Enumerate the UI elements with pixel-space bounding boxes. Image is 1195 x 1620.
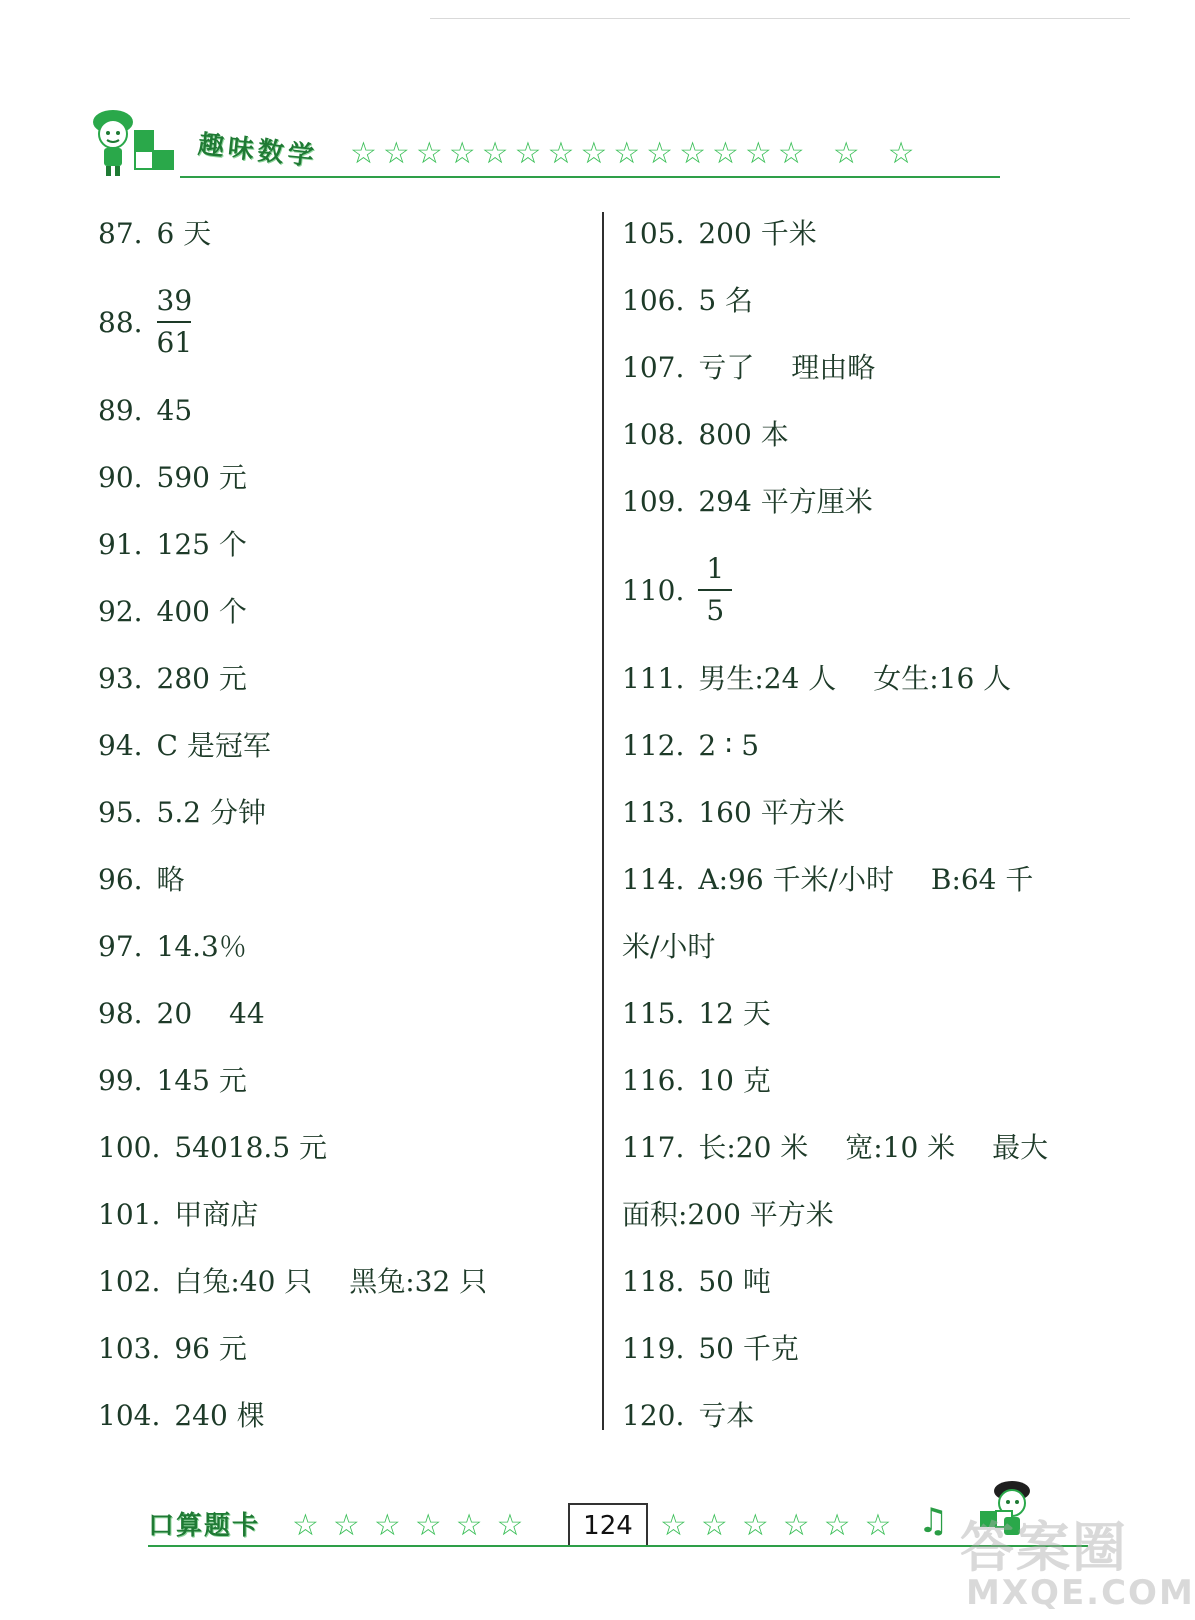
item-answer: 5 名 <box>698 284 754 317</box>
fraction <box>157 283 193 361</box>
item-answer: 面积:200 平方米 <box>622 1198 834 1231</box>
header-star-row <box>350 136 970 172</box>
answer-item <box>98 645 578 712</box>
item-number: 102. <box>98 1265 161 1298</box>
item-answer: 294 平方厘米 <box>698 485 873 518</box>
star-icon: ☆ <box>744 136 772 171</box>
star-icon: ☆ <box>455 1508 483 1543</box>
answer-item <box>622 1047 1122 1114</box>
star-icon: ☆ <box>382 136 410 171</box>
watermark-url: MXQE.COM <box>966 1573 1195 1613</box>
answer-item <box>98 1047 578 1114</box>
watermark-text: 答案圈 <box>960 1516 1128 1579</box>
page-header <box>78 100 998 180</box>
header-title: 趣味数学 <box>196 129 319 173</box>
fraction <box>698 551 732 629</box>
answer-item <box>98 1315 578 1382</box>
answer-item <box>98 1181 578 1248</box>
item-answer: 长:20 米 宽:10 米 最大 <box>698 1131 1049 1164</box>
item-number: 88. <box>98 305 143 339</box>
answer-item <box>98 267 578 377</box>
item-number: 120. <box>622 1399 685 1432</box>
item-number: 94. <box>98 729 143 762</box>
item-answer: 200 千米 <box>698 217 817 250</box>
answers-left-column <box>98 200 578 1449</box>
item-number: 89. <box>98 394 143 427</box>
answer-item <box>98 1114 578 1181</box>
answer-item <box>98 913 578 980</box>
item-number: 98. <box>98 997 143 1030</box>
music-note-icon: ♫ <box>918 1501 949 1541</box>
star-icon: ☆ <box>332 1508 360 1543</box>
item-number: 97. <box>98 930 143 963</box>
item-answer: 6 天 <box>156 217 212 250</box>
item-answer: 2 ∶ 5 <box>698 729 760 762</box>
star-icon: ☆ <box>700 1508 728 1543</box>
star-icon: ☆ <box>823 1508 851 1543</box>
answer-item <box>98 1248 578 1315</box>
answer-item <box>622 334 1122 401</box>
star-icon: ☆ <box>679 136 706 171</box>
item-number: 114. <box>622 863 685 896</box>
item-number: 110. <box>622 573 685 607</box>
item-number: 117. <box>622 1131 685 1164</box>
answer-item <box>622 1181 1122 1248</box>
green-square-decoration <box>134 150 154 170</box>
answer-item <box>98 578 578 645</box>
fraction-denominator: 61 <box>156 326 193 359</box>
answer-item <box>622 980 1122 1047</box>
item-answer: 590 元 <box>156 461 247 494</box>
item-number: 93. <box>98 662 143 695</box>
item-answer: 甲商店 <box>174 1198 259 1231</box>
star-icon: ☆ <box>415 136 443 171</box>
item-answer: 145 元 <box>156 1064 247 1097</box>
item-number: 92. <box>98 595 143 628</box>
item-number: 109. <box>622 485 685 518</box>
item-answer: 亏了 理由略 <box>698 351 876 384</box>
item-answer: 125 个 <box>156 528 247 561</box>
item-answer: 54018.5 元 <box>174 1131 328 1164</box>
item-answer: 亏本 <box>698 1399 755 1432</box>
fraction-numerator: 1 <box>706 552 725 585</box>
answer-item <box>622 401 1122 468</box>
item-number: 96. <box>98 863 143 896</box>
star-icon: ☆ <box>782 1508 810 1543</box>
answer-item <box>98 444 578 511</box>
green-square-decoration <box>154 150 174 170</box>
star-icon: ☆ <box>448 136 476 171</box>
answer-item <box>98 980 578 1047</box>
item-answer: 20 44 <box>156 997 265 1030</box>
item-number: 105. <box>622 217 685 250</box>
star-icon: ☆ <box>496 1508 524 1543</box>
fraction-denominator: 5 <box>706 594 725 627</box>
item-answer: 400 个 <box>156 595 247 628</box>
item-answer: 240 棵 <box>174 1399 265 1432</box>
item-number: 115. <box>622 997 685 1030</box>
star-icon: ☆ <box>514 136 542 171</box>
answer-item <box>622 846 1122 913</box>
footer-title: 口算题卡 <box>148 1511 261 1541</box>
item-number: 108. <box>622 418 685 451</box>
star-icon: ☆ <box>741 1508 769 1543</box>
answer-item <box>622 200 1122 267</box>
item-number: 99. <box>98 1064 143 1097</box>
item-number: 118. <box>622 1265 685 1298</box>
item-number: 106. <box>622 284 685 317</box>
answer-item <box>622 1248 1122 1315</box>
fraction-bar <box>698 589 732 591</box>
item-answer: 50 千克 <box>698 1332 799 1365</box>
star-icon: ☆ <box>777 136 805 171</box>
star-icon: ☆ <box>646 136 674 171</box>
item-answer: 50 吨 <box>698 1265 771 1298</box>
answer-item <box>98 1382 578 1449</box>
item-answer: 800 本 <box>698 418 789 451</box>
item-answer: A:96 千米/小时 B:64 千 <box>698 863 1034 896</box>
answers-right-column <box>622 200 1122 1449</box>
item-answer: 45 <box>156 394 193 427</box>
star-icon: ☆ <box>711 136 739 171</box>
answer-item <box>622 1382 1122 1449</box>
answer-item <box>622 468 1122 535</box>
item-answer: 5.2 分钟 <box>156 796 266 829</box>
star-icon: ☆ <box>481 136 509 171</box>
item-answer: 12 天 <box>698 997 771 1030</box>
answer-item <box>622 1315 1122 1382</box>
page-number: 124 <box>568 1503 648 1545</box>
answer-item <box>98 712 578 779</box>
item-answer: 96 元 <box>174 1332 247 1365</box>
answer-item <box>622 535 1122 645</box>
star-icon: ☆ <box>660 1508 687 1543</box>
watermark <box>960 1505 1195 1615</box>
item-number: 116. <box>622 1064 685 1097</box>
answer-item <box>98 779 578 846</box>
item-number: 95. <box>98 796 143 829</box>
item-number: 104. <box>98 1399 161 1432</box>
item-answer: 280 元 <box>156 662 247 695</box>
star-icon: ☆ <box>292 1508 319 1543</box>
header-rule <box>180 176 1000 178</box>
scan-artifact-line <box>430 18 1130 19</box>
item-number: 91. <box>98 528 143 561</box>
green-square-decoration <box>134 130 154 150</box>
item-answer: 10 克 <box>698 1064 771 1097</box>
star-icon: ☆ <box>613 136 641 171</box>
footer-star-row-right <box>660 1509 891 1543</box>
footer-star-row-left <box>292 1509 523 1543</box>
item-number: 103. <box>98 1332 161 1365</box>
item-answer: 男生:24 人 女生:16 人 <box>698 662 1012 695</box>
item-number: 112. <box>622 729 685 762</box>
item-answer: 白兔:40 只 黑兔:32 只 <box>174 1265 488 1298</box>
star-icon: ☆ <box>350 136 377 171</box>
answer-item <box>98 846 578 913</box>
item-number: 113. <box>622 796 685 829</box>
item-number: 107. <box>622 351 685 384</box>
fraction-numerator: 39 <box>156 284 193 317</box>
item-answer: 米/小时 <box>622 930 716 963</box>
item-answer: 160 平方米 <box>698 796 845 829</box>
answer-item <box>622 1114 1122 1181</box>
star-icon: ☆ <box>547 136 575 171</box>
fraction-bar <box>157 321 191 323</box>
item-number: 100. <box>98 1131 161 1164</box>
column-divider <box>602 212 604 1430</box>
item-answer: 略 <box>156 863 185 896</box>
star-icon: ☆ <box>414 1508 442 1543</box>
item-number: 87. <box>98 217 143 250</box>
answer-item <box>622 645 1122 712</box>
item-number: 111. <box>622 662 685 695</box>
item-number: 101. <box>98 1198 161 1231</box>
item-number: 119. <box>622 1332 685 1365</box>
answer-item <box>98 377 578 444</box>
item-answer: 14.3％ <box>156 930 247 963</box>
answer-item <box>98 511 578 578</box>
answer-item <box>622 779 1122 846</box>
star-icon: ☆ <box>832 136 860 171</box>
answer-item <box>622 267 1122 334</box>
answer-item <box>622 712 1122 779</box>
star-icon: ☆ <box>373 1508 401 1543</box>
answer-item <box>622 913 1122 980</box>
item-answer: C 是冠军 <box>156 729 271 762</box>
item-number: 90. <box>98 461 143 494</box>
star-icon: ☆ <box>887 136 915 171</box>
star-icon: ☆ <box>864 1508 892 1543</box>
star-icon: ☆ <box>580 136 608 171</box>
answer-item <box>98 200 578 267</box>
footer-rule <box>148 1545 1088 1547</box>
